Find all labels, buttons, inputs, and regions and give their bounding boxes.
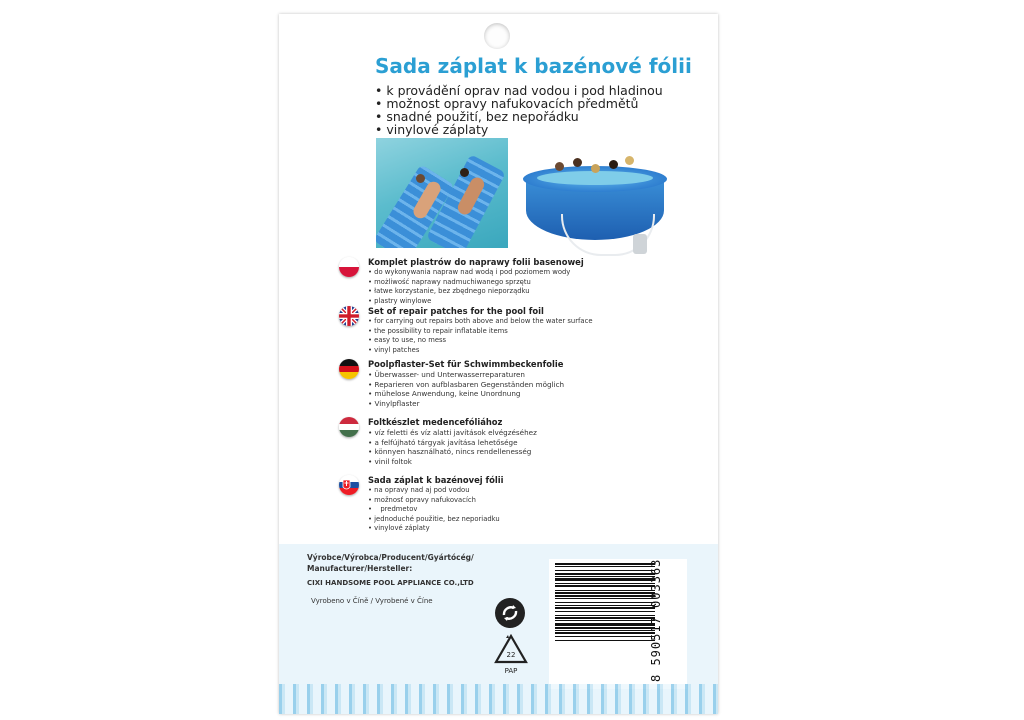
barcode-bar xyxy=(555,636,655,637)
section-item: • vinyl patches xyxy=(368,346,669,356)
hungary-flag-icon xyxy=(339,417,359,437)
product-title: Sada záplat k bazénové fólii xyxy=(375,54,692,78)
barcode-bar xyxy=(555,595,655,597)
barcode-bar xyxy=(555,578,655,581)
main-bullet: • vinylové záplaty xyxy=(375,123,663,136)
svg-text:22: 22 xyxy=(506,651,516,659)
bottom-wave-pattern xyxy=(279,684,718,714)
section-sk xyxy=(339,475,669,534)
barcode xyxy=(549,559,687,689)
section-item: • predmetov xyxy=(368,505,669,515)
barcode-bar xyxy=(555,573,655,575)
barcode-bar xyxy=(555,585,655,587)
section-item: • łatwe korzystanie, bez zbędnego nieporządku xyxy=(368,287,669,297)
section-item: • for carrying out repairs both above and below the water surface xyxy=(368,317,669,327)
section-item: • Überwasser- und Unterwasserreparaturen xyxy=(368,370,669,380)
section-item: • możliwość naprawy nadmuchiwanego sprzętu xyxy=(368,278,669,288)
packaging-card xyxy=(279,14,718,714)
section-item: • víz feletti és víz alatti javítások elvégzéséhez xyxy=(368,428,669,438)
section-title: Sada záplat k bazénovej fólii xyxy=(368,475,504,485)
section-item: • vinylové záplaty xyxy=(368,524,669,534)
section-en xyxy=(339,306,669,355)
barcode-bar xyxy=(555,602,655,603)
slovakia-flag-icon xyxy=(339,475,359,495)
section-item: • Reparieren von aufblasbaren Gegenständen möglich xyxy=(368,380,669,390)
manufacturer-label: Výrobce/Výrobca/Producent/Gyártócég/ Manufacturer/Hersteller: xyxy=(307,553,474,573)
barcode-bar xyxy=(555,607,655,609)
barcode-bar xyxy=(555,566,655,567)
barcode-bar xyxy=(555,592,655,594)
section-item: • do wykonywania napraw nad wodą i pod poziomem wody xyxy=(368,268,669,278)
svg-text:PAP: PAP xyxy=(504,667,518,675)
main-bullet: • možnost opravy nafukovacích předmětů xyxy=(375,97,663,110)
barcode-bar xyxy=(555,611,655,612)
barcode-bar xyxy=(555,590,655,591)
section-hu xyxy=(339,417,669,466)
section-item: • na opravy nad aj pod vodou xyxy=(368,486,669,496)
section-title: Foltkészlet medencefóliához xyxy=(368,417,503,427)
barcode-bar xyxy=(555,598,655,599)
recycle-arrows-icon xyxy=(495,598,525,628)
hang-hole xyxy=(484,23,510,49)
section-item: • the possibility to repair inflatable items xyxy=(368,327,669,337)
section-title: Komplet plastrów do naprawy folii basenowej xyxy=(368,257,584,267)
recycle-triangle-icon xyxy=(493,634,529,676)
main-bullet: • k provádění oprav nad vodou i pod hladinou xyxy=(375,84,663,97)
manufacturer-name: CIXI HANDSOME POOL APPLIANCE CO.,LTD xyxy=(307,579,474,587)
section-item: • Vinylpflaster xyxy=(368,399,669,409)
section-title: Poolpflaster-Set für Schwimmbeckenfolie xyxy=(368,359,564,369)
section-item: • a felfújható tárgyak javítása lehetősége xyxy=(368,438,669,448)
barcode-bar xyxy=(555,617,655,619)
section-item: • možnosť opravy nafukovacích xyxy=(368,496,669,506)
barcode-number: 8 590517 003363 xyxy=(649,559,663,683)
pool-photo xyxy=(523,138,673,258)
barcode-bar xyxy=(555,570,655,571)
uk-flag-icon xyxy=(339,306,359,326)
barcode-bar xyxy=(555,632,655,634)
section-pl xyxy=(339,257,669,306)
barcode-bar xyxy=(555,605,655,606)
main-bullets xyxy=(375,84,663,136)
section-item: • könnyen használható, nincs rendellenesség xyxy=(368,447,669,457)
barcode-bar xyxy=(555,630,655,631)
barcode-bar xyxy=(555,627,655,629)
section-item: • vinil foltok xyxy=(368,457,669,467)
germany-flag-icon xyxy=(339,359,359,379)
barcode-bar xyxy=(555,640,655,641)
section-de xyxy=(339,359,669,408)
section-item: • mühelose Anwendung, keine Unordnung xyxy=(368,389,669,399)
barcode-bar xyxy=(555,620,655,621)
section-item: • plastry winylowe xyxy=(368,297,669,307)
barcode-bar xyxy=(555,615,655,616)
section-title: Set of repair patches for the pool foil xyxy=(368,306,544,316)
origin-text: Vyrobeno v Číně / Vyrobené v Číne xyxy=(311,597,433,605)
section-item: • jednoduché použitie, bez neporiadku xyxy=(368,515,669,525)
main-bullet: • snadné použití, bez nepořádku xyxy=(375,110,663,123)
section-item: • easy to use, no mess xyxy=(368,336,669,346)
air-mattress-photo xyxy=(376,138,508,248)
barcode-bar xyxy=(555,583,655,584)
barcode-bar xyxy=(555,563,655,565)
poland-flag-icon xyxy=(339,257,359,277)
barcode-bar xyxy=(555,576,655,577)
barcode-bar xyxy=(555,623,655,626)
